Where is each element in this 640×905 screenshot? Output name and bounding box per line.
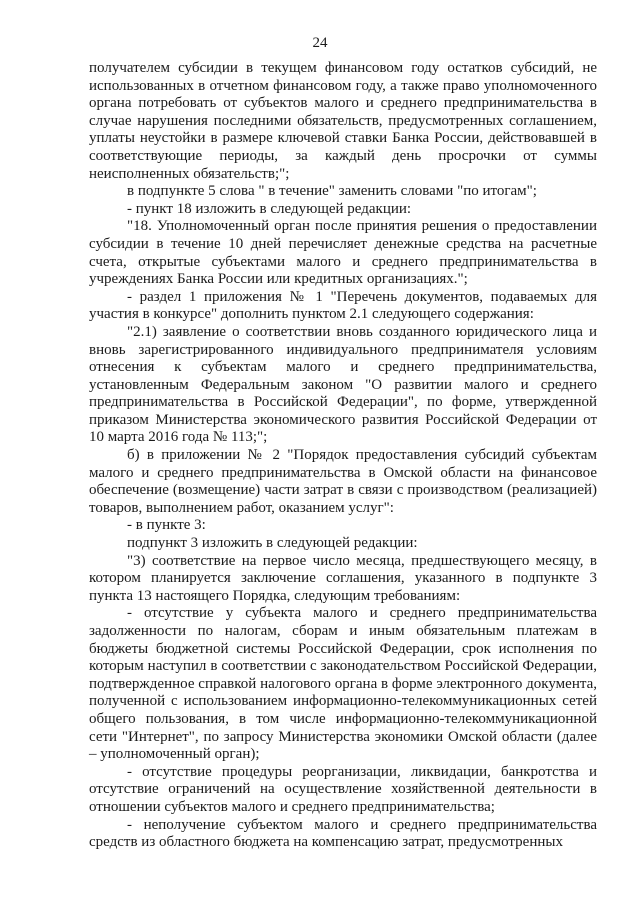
paragraph: - неполучение субъектом малого и среднего предпринимательства средств из областного бюджета на компенсацию затрат, предусмотренных	[89, 816, 597, 851]
paragraph: получателем субсидии в текущем финансовом году остатков субсидий, не использованных в отчетном финансовом году, а также право уполномоченного органа потребовать от субъектов малого и среднего предпринимательства в случае нарушения последними обязательств, предусмотренных соглашением, уплаты неустойки в размере ключевой ставки Банка России, действовавшей в соответствующие периоды, за каждый день просрочки от суммы неисполненных обязательств;";	[89, 60, 597, 182]
paragraph: - пункт 18 изложить в следующей редакции:	[127, 200, 412, 217]
paragraph: - раздел 1 приложения № 1 "Перечень документов, подаваемых для участия в конкурсе" дополнить пунктом 2.1 следующего содержания:	[89, 288, 597, 323]
paragraph: - отсутствие процедуры реорганизации, ликвидации, банкротства и отсутствие ограничений на осуществление хозяйственной деятельности в отношении субъектов малого и среднего предпринимательства;	[89, 763, 597, 815]
paragraph: - в пункте 3:	[127, 517, 206, 534]
paragraph: подпункт 3 изложить в следующей редакции:	[127, 535, 418, 552]
paragraph: "2.1) заявление о соответствии вновь созданного юридического лица и вновь зарегистрированного индивидуального предпринимателя условиям отнесения к субъектам малого и среднего предпринимательства, установленным Федеральным законом "О развитии малого и среднего предпринимательства в Российской Федерации", по форме, утвержденной приказом Министерства экономического развития Российской Федерации от 10 марта 2016 года № 113;";	[89, 323, 597, 446]
paragraph: "3) соответствие на первое число месяца, предшествующего месяцу, в котором планируется заключение соглашения, указанного в подпункте 3 пункта 13 настоящего Порядка, следующим требованиям:	[89, 552, 597, 604]
document-body	[89, 60, 597, 852]
paragraph: б) в приложении № 2 "Порядок предоставления субсидий субъектам малого и среднего предпринимательства в Омской области на финансовое обеспечение (возмещение) части затрат в связи с производством (реализацией) товаров, выполнением работ, оказанием услуг":	[89, 447, 597, 516]
paragraph: в подпункте 5 слова " в течение" заменить словами "по итогам";	[127, 183, 537, 200]
paragraph: "18. Уполномоченный орган после принятия решения о предоставлении субсидии в течение 10 дней перечисляет денежные средства на расчетные счета, открытые субъектами малого и среднего предпринимательства в учреждениях Банка России или кредитных организациях.";	[89, 218, 597, 288]
paragraph: - отсутствие у субъекта малого и среднего предпринимательства задолженности по налогам, сборам и иным обязательным платежам в бюджеты бюджетной системы Российской Федерации, срок исполнения по которым наступил в соответствии с законодательством Российской Федерации, подтвержденное справкой налогового органа в форме электронного документа, полученной с использованием информационно-телекоммуникационных сетей общего пользования, в том числе информационно-телекоммуникационной сети "Интернет", по запросу Министерства экономики Омской области (далее – уполномоченный орган);	[89, 605, 597, 763]
page-number: 24	[312, 35, 328, 51]
